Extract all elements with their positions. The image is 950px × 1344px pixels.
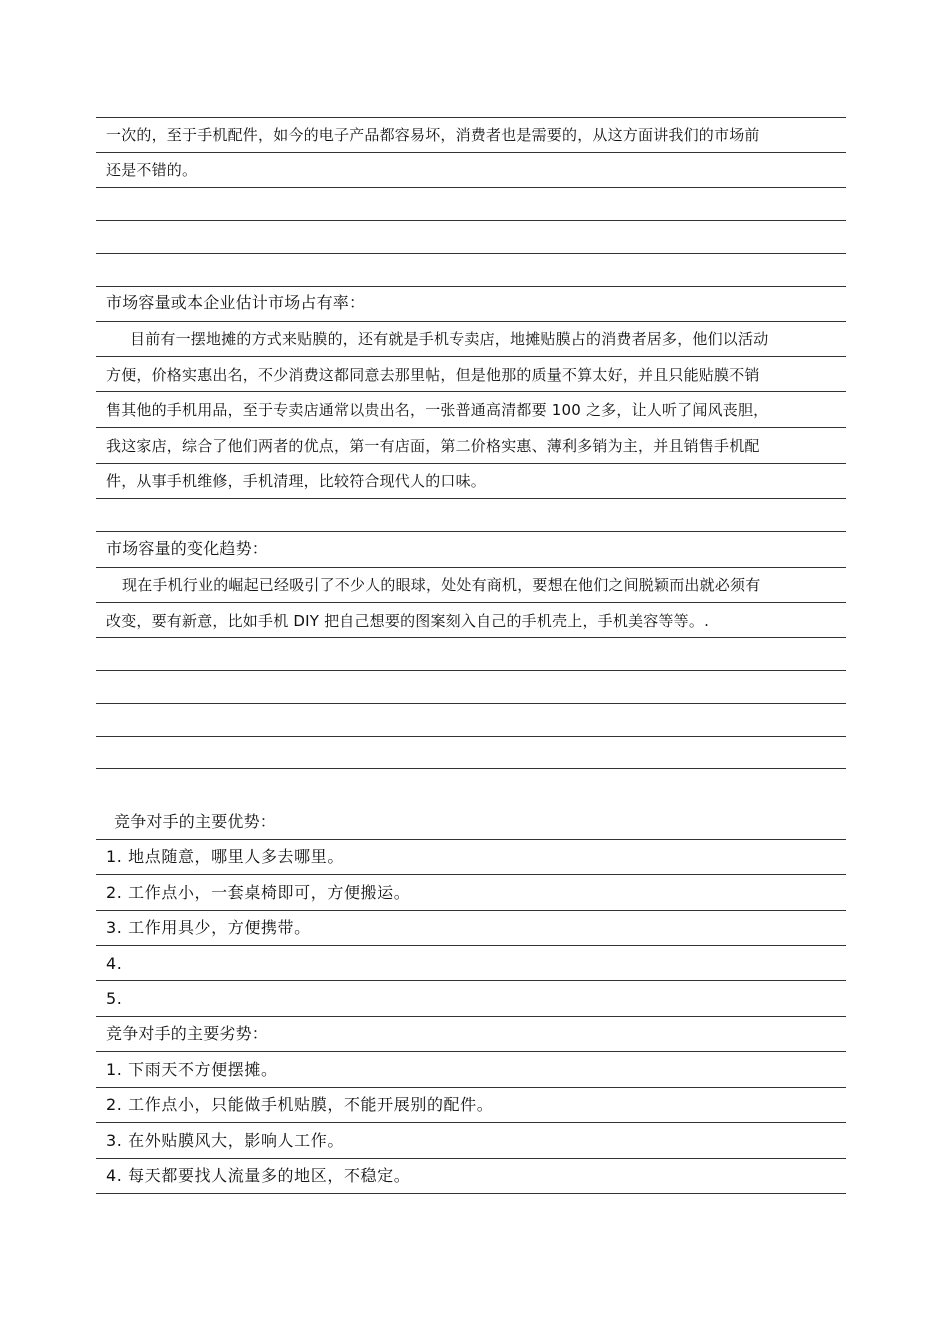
disadvantage-item: 3. 在外贴膜风大，影响人工作。 <box>106 1131 344 1150</box>
intro-line-1: 一次的，至于手机配件，如今的电子产品都容易坏，消费者也是需要的，从这方面讲我们的市场前 <box>106 126 760 144</box>
capacity-line-2: 方便，价格实惠出名，不少消费这都同意去那里帖，但是他那的质量不算太好，并且只能贴膜不销 <box>106 366 760 384</box>
rule-line <box>96 637 846 638</box>
rule-line <box>96 463 846 464</box>
advantage-item: 2. 工作点小，一套桌椅即可，方便搬运。 <box>106 883 411 902</box>
rule-line <box>96 531 846 532</box>
rule-line <box>96 910 846 911</box>
rule-line <box>96 768 846 769</box>
rule-line <box>96 391 846 392</box>
rule-line <box>96 1193 846 1194</box>
rule-line <box>96 356 846 357</box>
capacity-line-5: 件，从事手机维修，手机清理，比较符合现代人的口味。 <box>106 472 487 490</box>
rule-line <box>96 567 846 568</box>
rule-line <box>96 498 846 499</box>
trend-heading: 市场容量的变化趋势： <box>106 539 269 558</box>
advantage-item: 5. <box>106 989 123 1008</box>
rule-line <box>96 427 846 428</box>
disadvantage-item: 4. 每天都要找人流量多的地区，不稳定。 <box>106 1166 411 1185</box>
trend-line-2: 改变，要有新意，比如手机 DIY 把自己想要的图案刻入自己的手机壳上，手机美容等等。. <box>106 612 710 630</box>
rule-line <box>96 945 846 946</box>
rule-line <box>96 1016 846 1017</box>
advantage-item: 4. <box>106 954 123 973</box>
rule-line <box>96 1087 846 1088</box>
rule-line <box>96 602 846 603</box>
disadvantages-heading: 竞争对手的主要劣势： <box>106 1024 269 1043</box>
advantage-item: 3. 工作用具少，方便携带。 <box>106 918 311 937</box>
rule-line <box>96 117 846 118</box>
rule-line <box>96 1122 846 1123</box>
capacity-line-3: 售其他的手机用品，至于专卖店通常以贵出名，一张普通高清都要 100 之多，让人听了闻风丧胆， <box>106 401 769 419</box>
advantage-item: 1. 地点随意，哪里人多去哪里。 <box>106 847 344 866</box>
rule-line <box>96 187 846 188</box>
rule-line <box>96 253 846 254</box>
rule-line <box>96 736 846 737</box>
rule-line <box>96 1158 846 1159</box>
rule-line <box>96 839 846 840</box>
rule-line <box>96 152 846 153</box>
rule-line <box>96 1051 846 1052</box>
intro-line-2: 还是不错的。 <box>106 161 198 179</box>
rule-line <box>96 703 846 704</box>
capacity-heading: 市场容量或本企业估计市场占有率： <box>106 293 366 312</box>
rule-line <box>96 874 846 875</box>
trend-line-1: 现在手机行业的崛起已经吸引了不少人的眼球，处处有商机，要想在他们之间脱颖而出就必须有 <box>122 576 761 594</box>
rule-line <box>96 980 846 981</box>
disadvantage-item: 2. 工作点小，只能做手机贴膜，不能开展别的配件。 <box>106 1095 494 1114</box>
rule-line <box>96 321 846 322</box>
rule-line <box>96 670 846 671</box>
capacity-line-1: 目前有一摆地摊的方式来贴膜的，还有就是手机专卖店，地摊贴膜占的消费者居多，他们以活动 <box>130 330 769 348</box>
capacity-line-4: 我这家店，综合了他们两者的优点，第一有店面，第二价格实惠、薄利多销为主，并且销售手机配 <box>106 437 760 455</box>
rule-line <box>96 220 846 221</box>
rule-line <box>96 286 846 287</box>
advantages-heading: 竞争对手的主要优势： <box>114 812 277 831</box>
disadvantage-item: 1. 下雨天不方便摆摊。 <box>106 1060 278 1079</box>
